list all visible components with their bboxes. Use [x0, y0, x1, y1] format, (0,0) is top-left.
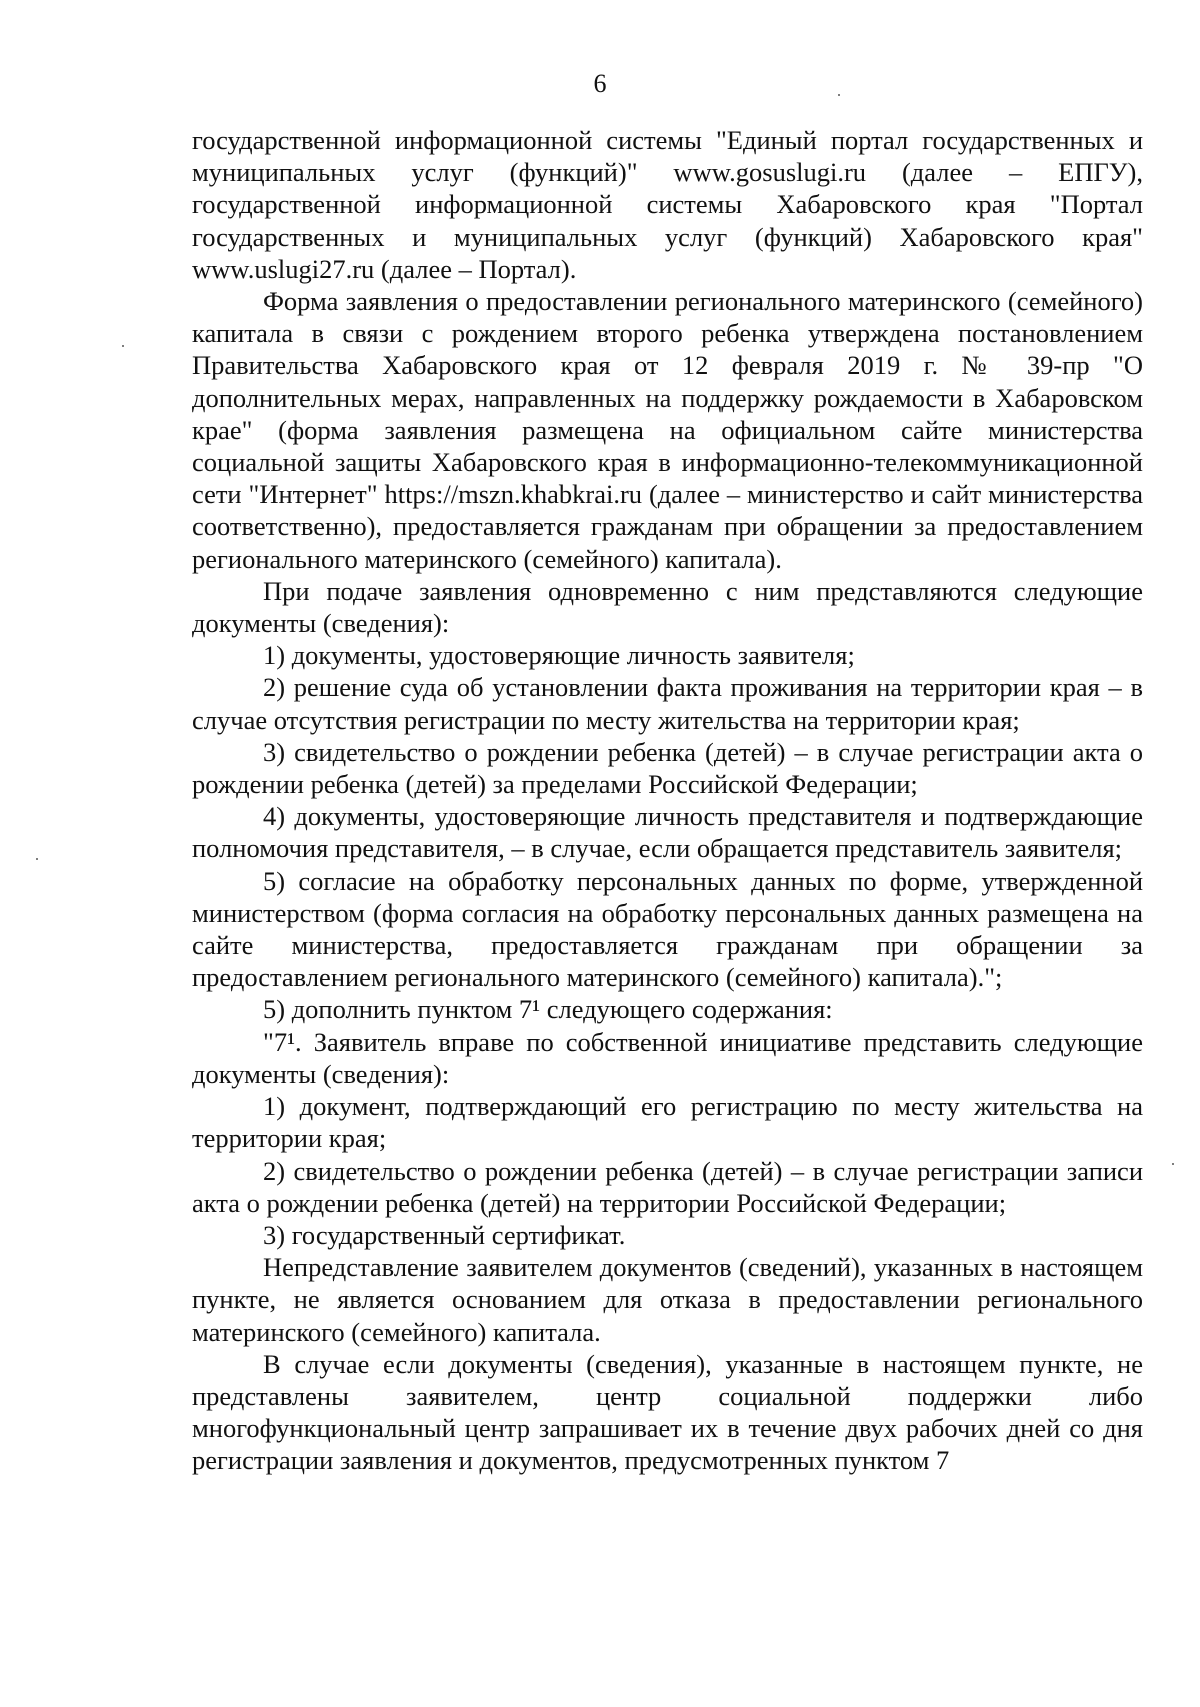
- paragraph-request-documents: В случае если документы (сведения), указанные в настоящем пункте, не представлены заявителем, центр социальной поддержки либо многофункциональный центр запрашивает их в течение двух рабочих дней со дня регистрации заявления и документов, предусмотренных пунктом 7: [192, 1348, 1143, 1476]
- paragraph-documents-intro: При подаче заявления одновременно с ним представляются следующие документы (сведения):: [192, 575, 1143, 639]
- list-item-2-birth-certificate-rf: 2) свидетельство о рождении ребенка (детей) – в случае регистрации записи акта о рождении ребенка (детей) на территории Российской Федерации;: [192, 1155, 1143, 1218]
- list-item-1-identity: 1) документы, удостоверяющие личность заявителя;: [263, 640, 855, 671]
- scan-speck: [36, 858, 38, 860]
- paragraph-7-1-text: "7¹. Заявитель вправе по собственной инициативе представить следующие документы (сведения):: [192, 1026, 1143, 1089]
- scan-speck: [122, 345, 124, 347]
- list-item-3-birth-certificate: 3) свидетельство о рождении ребенка (детей) – в случае регистрации акта о рождении ребенка (детей) за пределами Российской Федерации;: [192, 736, 1143, 800]
- list-item-3-state-certificate: 3) государственный сертификат.: [263, 1219, 626, 1250]
- paragraph-non-submission: Непредставление заявителем документов (сведений), указанных в настоящем пункте, не является основанием для отказа в предоставлении регионального материнского (семейного) капитала.: [192, 1252, 1143, 1347]
- paragraph-portal-systems: государственной информационной системы "Единый портал государственных и муниципальных услуг (функций)" www.gosuslugi.ru (далее – ЕПГУ), государственной информационной системы Хабаровского края "Портал государственных и муниципальных услуг (функций) Хабаровского края" www.uslugi27.ru (далее – Портал).: [192, 125, 1143, 284]
- document-body: [192, 124, 1143, 1477]
- paragraph-application-form: Форма заявления о предоставлении регионального материнского (семейного) капитала в связи с рождением второго ребенка утверждена постановлением Правительства Хабаровского края от 12 февраля 2019 г. № 39-пр "О дополнительных мерах, направленных на поддержку рождаемости в Хабаровском крае" (форма заявления размещена на официальном сайте министерства социальной защиты Хабаровского края в информационно-телекоммуникационной сети "Интернет" https://mszn.khabkrai.ru (далее – министерство и сайт министерства соответственно), предоставляется гражданам при обращении за предоставлением регионального материнского (семейного) капитала).: [192, 286, 1143, 574]
- scan-speck: [838, 94, 840, 96]
- paragraph-amendment-7-1: 5) дополнить пунктом 7¹ следующего содержания:: [263, 994, 833, 1025]
- list-item-5-consent: 5) согласие на обработку персональных данных по форме, утвержденной министерством (форма согласия на обработку персональных данных размещена на сайте министерства, предоставляется гражданам при обращении за предоставлением регионального материнского (семейного) капитала).";: [192, 865, 1143, 993]
- list-item-4-representative: 4) документы, удостоверяющие личность представителя и подтверждающие полномочия представителя, – в случае, если обращается представитель заявителя;: [192, 801, 1143, 864]
- scan-speck: [1172, 1163, 1174, 1165]
- list-item-1-registration: 1) документ, подтверждающий его регистрацию по месту жительства на территории края;: [192, 1091, 1143, 1154]
- list-item-2-court-decision: 2) решение суда об установлении факта проживания на территории края – в случае отсутствия регистрации по месту жительства на территории края;: [192, 672, 1143, 735]
- page-number: 6: [593, 69, 607, 98]
